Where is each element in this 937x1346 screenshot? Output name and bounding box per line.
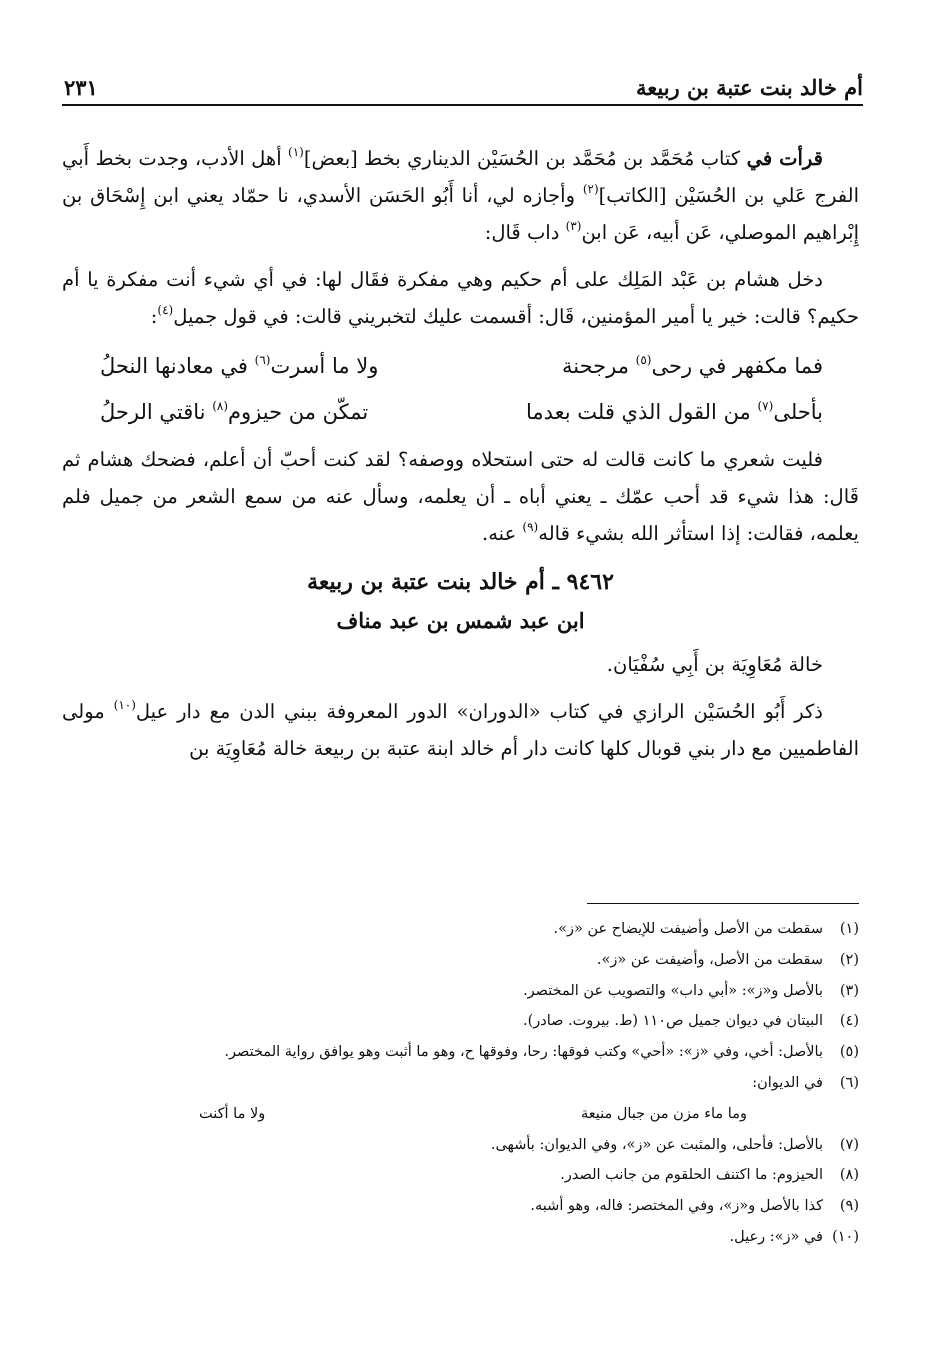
footnote-ref-6: (٦) xyxy=(254,352,271,367)
footnote: (٧) بالأصل: فأحلى، والمثبت عن «ز»، وفي الديوان: بأشهى. xyxy=(490,1136,859,1153)
page-number: ٢٣١ xyxy=(64,75,98,100)
footnote: (٤) البيتان في ديوان جميل ص١١٠ (ط. بيروت. صادر). xyxy=(522,1013,859,1030)
footnote: (٣) بالأصل و«ز»: «أبي داب» والتصويب عن المختصر. xyxy=(523,982,859,999)
header-rule xyxy=(62,104,863,106)
running-head xyxy=(64,66,863,100)
footnote: (١) سقطت من الأصل وأضيفت للإيضاح عن «ز». xyxy=(553,921,859,937)
footnote-ref-10: (١٠) xyxy=(113,698,136,712)
footnote-verse-second-hemistich: ولا ما أكنت xyxy=(199,1105,266,1122)
paragraph-3: فليت شعري ما كانت قالت له حتى استحلاه ووصفه؟ لقد كنت أحبّ أن أعلم، فضحك هشام ثم قَال: هذا شيء قد أحب عمّك ـ يعني أباه ـ أن يعلمه، وسأل عنه من سمع الشعر من جميل فلم يعلمه، فقالت: إذا استأثر الله بشيء قاله$^{(٩)}$ عنه. xyxy=(62,448,859,545)
footnote-ref-4: (٤) xyxy=(157,303,174,317)
footnotes xyxy=(62,914,859,1253)
footnote-ref-7: (٧) xyxy=(757,398,774,413)
lead-phrase: قرأت في xyxy=(746,147,823,170)
footnote-separator xyxy=(587,903,859,904)
verse-2-first-hemistich: بأحلى$^{(٧)}$ من القول الذي قلت بعدما xyxy=(525,398,823,424)
footnote: (٩) كذا بالأصل و«ز»، وفي المختصر: فاله، وهو أشبه. xyxy=(530,1198,859,1215)
running-title: أم خالد بنت عتبة بن ربيعة xyxy=(635,75,863,100)
footnote-ref-9: (٩) xyxy=(522,520,539,534)
main-text xyxy=(62,140,859,767)
entry-description: خالة مُعَاوِيَة بن أَبِي سُفْيَان. xyxy=(606,653,823,676)
footnote-ref-3: (٣) xyxy=(565,219,582,233)
entry-title: ٩٤٦٢ ـ أم خالد بنت عتبة بن ربيعة xyxy=(307,569,614,595)
footnote: (٥) بالأصل: أخي، وفي «ز»: «أحي» وكتب فوقها: رحا، وفوقها ح، وهو ما أثبت وهو يوافق رواية المختصر. xyxy=(224,1044,859,1061)
footnote-ref-5: (٥) xyxy=(635,352,652,367)
entry-subtitle: ابن عبد شمس بن عبد مناف xyxy=(336,608,585,633)
paragraph-1: قرأت في كتاب مُحَمَّد بن مُحَمَّد بن الحُسَيْن الديناري بخط [بعض]$^{(١)}$ أهل الأدب، وجدت بخط أَبي الفرج عَلي بن الحُسَيْن [الكاتب]$^{(٢)}$ وأجازه لي، أنا أَبُو الحَسَن الأسدي، نا حمّاد يعني ابن إِسْحَاق بن إِبْراهيم الموصلي، عَن أبيه، عَن ابن$^{(٣)}$ داب قَال: xyxy=(62,145,859,244)
verse-1 xyxy=(100,343,823,389)
footnote: (٨) الحيزوم: ما اكتنف الحلقوم من جانب الصدر. xyxy=(560,1167,859,1184)
poem xyxy=(62,343,859,435)
footnote: (٢) سقطت من الأصل، وأضيفت عن «ز». xyxy=(596,951,859,968)
footnote-ref-1: (١) xyxy=(288,145,304,159)
footnote: (١٠) في «ز»: رعيل. xyxy=(729,1228,859,1245)
paragraph-2: دخل هشام بن عَبْد المَلِك على أم حكيم وهي مفكرة فقَال لها: في أي شيء أنت مفكرة يا أم حكيم؟ قالت: خير يا أمير المؤمنين، قَال: أقسمت عليك لتخبريني قالت: في قول جميل$^{(٤)}$: xyxy=(62,268,859,328)
verse-2 xyxy=(100,389,823,435)
verse-1-first-hemistich: فما مكفهر في رحى$^{(٥)}$ مرجحنة xyxy=(562,352,823,378)
footnote: (٦) في الديوان: xyxy=(752,1074,859,1091)
verse-1-second-hemistich: ولا ما أسرت$^{(٦)}$ في معادنها النحلُ xyxy=(100,352,379,378)
paragraph-4: ذكر أَبُو الحُسَيْن الرازي في كتاب «الدوران» الدور المعروفة ببني الدن مع دار عيل$^{(١٠)}$ مولى الفاطميين مع دار بني قوبال كلها كانت دار أم خالد ابنة عتبة بن ربيعة خالة مُعَاوِيَة بن xyxy=(62,698,859,760)
footnote-ref-2: (٢) xyxy=(582,182,599,196)
footnote-verse xyxy=(195,1099,751,1130)
footnote-verse-first-hemistich: وما ماء مزن من جبال منيعة xyxy=(580,1105,747,1122)
verse-2-second-hemistich: تمكّن من حيزوم$^{(٨)}$ ناقتي الرحلُ xyxy=(100,398,369,424)
footnote-ref-8: (٨) xyxy=(212,398,229,413)
